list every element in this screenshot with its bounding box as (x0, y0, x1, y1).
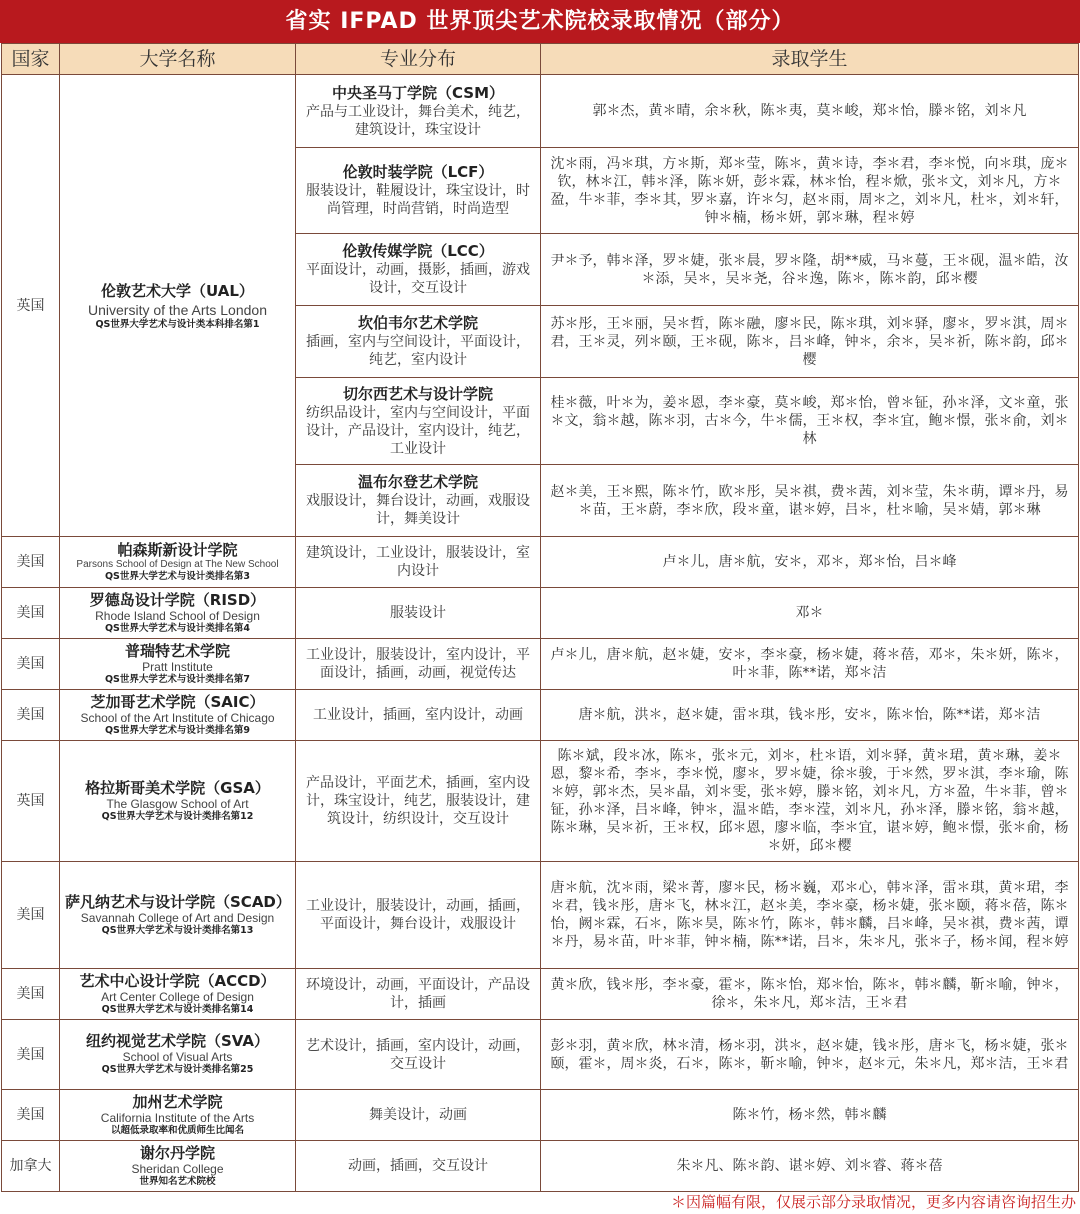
header-major: 专业分布 (296, 44, 541, 75)
student-list: 沈＊雨，冯＊琪，方＊斯，郑＊莹，陈＊，黄＊诗，李＊君，李＊悦，向＊琪，庞＊钦，林＊江，韩＊泽，陈＊妍，彭＊霖，林＊怡，程＊焮，张＊文，刘＊凡，方＊盈，牛＊菲，李＊其，罗＊嘉，许＊匀，赵＊雨，周＊之，刘＊凡，杜＊，刘＊轩，钟＊楠，杨＊妍，郭＊琳，程＊婷 (541, 148, 1079, 234)
university-name-en: Savannah College of Art and Design (80, 910, 275, 925)
country-cell: 美国 (2, 588, 60, 639)
college-name: 坎伯韦尔艺术学院 (357, 314, 478, 332)
college-cell (296, 75, 541, 148)
country-cell: 美国 (2, 1020, 60, 1090)
country-cell: 加拿大 (2, 1141, 60, 1192)
university-cell (60, 537, 296, 588)
major-list: 产品与工业设计，舞台美术，纯艺，建筑设计，珠宝设计 (306, 103, 530, 138)
university-name-cn: 谢尔丹学院 (139, 1143, 215, 1162)
university-rank: 以超低录取率和优质师生比闻名 (110, 1124, 244, 1136)
major-list: 平面设计，动画，摄影，插画，游戏设计，交互设计 (306, 262, 530, 296)
major-list: 服装设计，鞋履设计，珠宝设计，时尚管理，时尚营销，时尚造型 (306, 183, 530, 217)
university-cell (60, 741, 296, 862)
major-list: 产品设计，平面艺术，插画，室内设计，珠宝设计，纯艺，服装设计，建筑设计，纺织设计，交互设计 (296, 741, 541, 862)
university-name-cn: 帕森斯新设计学院 (117, 540, 238, 559)
college-name: 切尔西艺术与设计学院 (342, 384, 493, 403)
university-cell (60, 1090, 296, 1141)
college-cell (296, 306, 541, 378)
university-rank: QS世界大学艺术与设计类排名第25 (101, 1064, 254, 1075)
university-cell (60, 588, 296, 639)
major-list: 建筑设计，工业设计，服装设计，室内设计 (296, 537, 541, 588)
university-name-cn: 普瑞特艺术学院 (124, 641, 230, 660)
country-cell: 美国 (2, 862, 60, 969)
university-name-cn: 格拉斯哥美术学院（GSA） (85, 778, 270, 797)
university-name-en: California Institute of the Arts (100, 1110, 255, 1125)
university-cell (60, 1141, 296, 1192)
major-list: 舞美设计，动画 (296, 1090, 541, 1141)
university-rank: 世界知名艺术院校 (139, 1175, 216, 1187)
university-name-en: School of the Art Institute of Chicago (80, 710, 275, 725)
university-rank: QS世界大学艺术与设计类排名第4 (104, 622, 251, 634)
university-name-en: Art Center College of Design (101, 989, 254, 1004)
country-cell: 美国 (2, 1090, 60, 1141)
university-name-cn: 萨凡纳艺术与设计学院（SCAD） (65, 892, 291, 911)
university-cell (60, 690, 296, 741)
university-cell (60, 862, 296, 969)
university-rank: QS世界大学艺术与设计类排名第13 (101, 924, 254, 936)
table-row (2, 537, 1079, 588)
university-name-en: University of the Arts London (88, 301, 267, 318)
college-name: 温布尔登艺术学院 (357, 473, 478, 491)
major-list: 纺织品设计，室内与空间设计，平面设计，产品设计，室内设计，纯艺，工业设计 (306, 404, 530, 457)
student-list: 卢＊儿，唐＊航，赵＊婕，安＊，李＊豪，杨＊婕，蒋＊蓓，邓＊，朱＊妍，陈＊，叶＊菲，陈**诺，郑＊洁 (541, 639, 1079, 690)
header-country: 国家 (2, 44, 60, 75)
university-name-cn: 加州艺术学院 (132, 1092, 223, 1111)
country-cell: 美国 (2, 690, 60, 741)
header-students: 录取学生 (541, 44, 1079, 75)
table-row (2, 690, 1079, 741)
student-list: 赵＊美，王＊熙，陈＊竹，欧＊彤，吴＊祺，费＊茜，刘＊莹，朱＊萌，谭＊丹，易＊苗，王＊蔚，李＊欣，段＊童，谌＊婷，吕＊，杜＊喻，吴＊婧，郭＊琳 (541, 465, 1079, 537)
university-name-cn: 艺术中心设计学院（ACCD） (79, 971, 276, 990)
university-name-en: The Glasgow School of Art (106, 796, 249, 811)
table-row (2, 1020, 1079, 1090)
major-list: 艺术设计，插画，室内设计，动画，交互设计 (296, 1020, 541, 1090)
country-cell: 美国 (2, 969, 60, 1020)
header-row (2, 44, 1079, 75)
table-row (2, 639, 1079, 690)
university-name-en: Sheridan College (131, 1161, 224, 1176)
college-cell (296, 234, 541, 306)
country-cell: 美国 (2, 639, 60, 690)
student-list: 陈＊竹，杨＊然，韩＊麟 (541, 1090, 1079, 1141)
university-rank: QS世界大学艺术与设计类排名第3 (104, 570, 251, 582)
table-row (2, 1141, 1079, 1192)
university-rank: QS世界大学艺术与设计类本科排名第1 (95, 318, 260, 330)
table-row (2, 862, 1079, 969)
college-cell (296, 148, 541, 234)
college-name: 中央圣马丁学院（CSM） (331, 83, 505, 102)
major-list: 工业设计，插画，室内设计，动画 (296, 690, 541, 741)
table-row (2, 1090, 1079, 1141)
major-list: 戏服设计，舞台设计，动画，戏服设计，舞美设计 (306, 493, 530, 527)
table-row (2, 75, 1079, 148)
footnote: ＊因篇幅有限，仅展示部分录取情况，更多内容请咨询招生办 (670, 1193, 1076, 1211)
major-list: 服装设计 (296, 588, 541, 639)
student-list: 唐＊航，洪＊，赵＊婕，雷＊琪，钱＊彤，安＊，陈＊怡，陈**诺，郑＊洁 (541, 690, 1079, 741)
admissions-table (1, 43, 1079, 1192)
table-row (2, 588, 1079, 639)
college-cell (296, 378, 541, 465)
university-cell (60, 969, 296, 1020)
country-cell: 英国 (2, 741, 60, 862)
university-name-cn: 芝加哥艺术学院（SAIC） (90, 692, 265, 711)
student-list: 桂＊薇，叶＊为，姜＊恩，李＊豪，莫＊峻，郑＊怡，曾＊钲，孙＊泽，文＊童，张＊文，翁＊越，陈＊羽，古＊今，牛＊儒，王＊权，李＊宜，鲍＊憬，张＊俞，刘＊林 (541, 378, 1079, 465)
university-rank: QS世界大学艺术与设计类排名第12 (101, 810, 254, 822)
country-cell: 美国 (2, 537, 60, 588)
major-list: 环境设计，动画，平面设计，产品设计，插画 (296, 969, 541, 1020)
table-row (2, 969, 1079, 1020)
college-name: 伦敦时装学院（LCF） (342, 163, 494, 181)
student-list: 彭＊羽，黄＊欣，林＊清，杨＊羽，洪＊，赵＊婕，钱＊彤，唐＊飞，杨＊婕，张＊颐，霍＊，周＊炎，石＊，陈＊，靳＊喻，钟＊，赵＊元，朱＊凡，郑＊洁，王＊君 (541, 1020, 1079, 1090)
university-name-cn: 罗德岛设计学院（RISD） (89, 590, 266, 609)
university-name-en: School of Visual Arts (122, 1050, 233, 1064)
student-list: 唐＊航，沈＊雨，梁＊菁，廖＊民，杨＊巍，邓＊心，韩＊泽，雷＊琪，黄＊珺，李＊君，钱＊彤，唐＊飞，林＊江，赵＊美，李＊豪，杨＊婕，张＊颐，蒋＊蓓，陈＊怡，阙＊霖，石＊，陈＊昊，陈＊竹，陈＊，韩＊麟，吕＊峰，吴＊祺，费＊茜，谭＊丹，易＊苗，叶＊菲，钟＊楠，陈**诺，吕＊，朱＊凡，张＊子，杨＊闻，程＊婷 (541, 862, 1079, 969)
student-list: 陈＊斌，段＊冰，陈＊，张＊元，刘＊，杜＊语，刘＊驿，黄＊珺，黄＊琳，姜＊恩，黎＊希，李＊，李＊悦，廖＊，罗＊婕，徐＊骏，于＊然，罗＊淇，李＊瑜，陈＊婷，郭＊杰，吴＊晶，刘＊雯，张＊婷，滕＊铭，刘＊凡，方＊盈，牛＊菲，曾＊钲，孙＊泽，吕＊峰，钟＊，温＊皓，李＊滢，刘＊凡，孙＊泽，滕＊铭，翁＊越，陈＊琳，吴＊祈，王＊权，邱＊恩，廖＊临，李＊宜，谌＊婷，鲍＊憬，张＊俞，杨＊妍，邱＊樱 (541, 741, 1079, 862)
page-title: 省实 IFPAD 世界顶尖艺术院校录取情况（部分） (0, 0, 1080, 43)
major-list: 插画，室内与空间设计，平面设计，纯艺，室内设计 (306, 334, 530, 368)
university-name-en: Parsons School of Design at The New School (76, 558, 279, 570)
student-list: 朱＊凡、陈＊韵、谌＊婷、刘＊睿、蒋＊蓓 (541, 1141, 1079, 1192)
university-name-cn: 纽约视觉艺术学院（SVA） (85, 1032, 269, 1050)
student-list: 黄＊欣，钱＊彤，李＊豪，霍＊，陈＊怡，郑＊怡，陈＊，韩＊麟，靳＊喻，钟＊，徐＊，朱＊凡，郑＊洁，王＊君 (541, 969, 1079, 1020)
university-name-cn: 伦敦艺术大学（UAL） (101, 281, 254, 300)
student-list: 苏＊彤，王＊丽，吴＊哲，陈＊融，廖＊民，陈＊琪，刘＊驿，廖＊，罗＊淇，周＊君，王＊灵，列＊颐，王＊砚，陈＊，吕＊峰，钟＊，余＊，吴＊祈，陈＊韵，邱＊樱 (541, 306, 1079, 378)
university-name-en: Pratt Institute (142, 659, 213, 674)
table-row (2, 741, 1079, 862)
major-list: 工业设计，服装设计，动画，插画，平面设计，舞台设计，戏服设计 (296, 862, 541, 969)
university-rank: QS世界大学艺术与设计类排名第7 (104, 673, 251, 685)
country-cell: 英国 (2, 75, 60, 537)
major-list: 工业设计，服装设计，室内设计，平面设计，插画，动画，视觉传达 (296, 639, 541, 690)
university-rank: QS世界大学艺术与设计类排名第9 (104, 724, 251, 736)
student-list: 尹＊予，韩＊泽，罗＊婕，张＊晨，罗＊隆，胡**威，马＊蔓，王＊砚，温＊皓，汝＊添，吴＊，吴＊尧，谷＊逸，陈＊，陈＊韵，邱＊樱 (541, 234, 1079, 306)
college-cell (296, 465, 541, 537)
university-name-en: Rhode Island School of Design (95, 608, 260, 623)
header-university: 大学名称 (60, 44, 296, 75)
student-list: 郭＊杰，黄＊晴，余＊秋，陈＊夷，莫＊峻，郑＊怡，滕＊铭，刘＊凡 (541, 75, 1079, 148)
university-cell (60, 639, 296, 690)
student-list: 卢＊儿，唐＊航，安＊，邓＊，郑＊怡，吕＊峰 (541, 537, 1079, 588)
college-name: 伦敦传媒学院（LCC） (342, 242, 494, 260)
university-cell (60, 75, 296, 537)
university-cell (60, 1020, 296, 1090)
university-rank: QS世界大学艺术与设计类排名第14 (101, 1003, 254, 1015)
major-list: 动画，插画，交互设计 (296, 1141, 541, 1192)
student-list: 邓＊ (541, 588, 1079, 639)
